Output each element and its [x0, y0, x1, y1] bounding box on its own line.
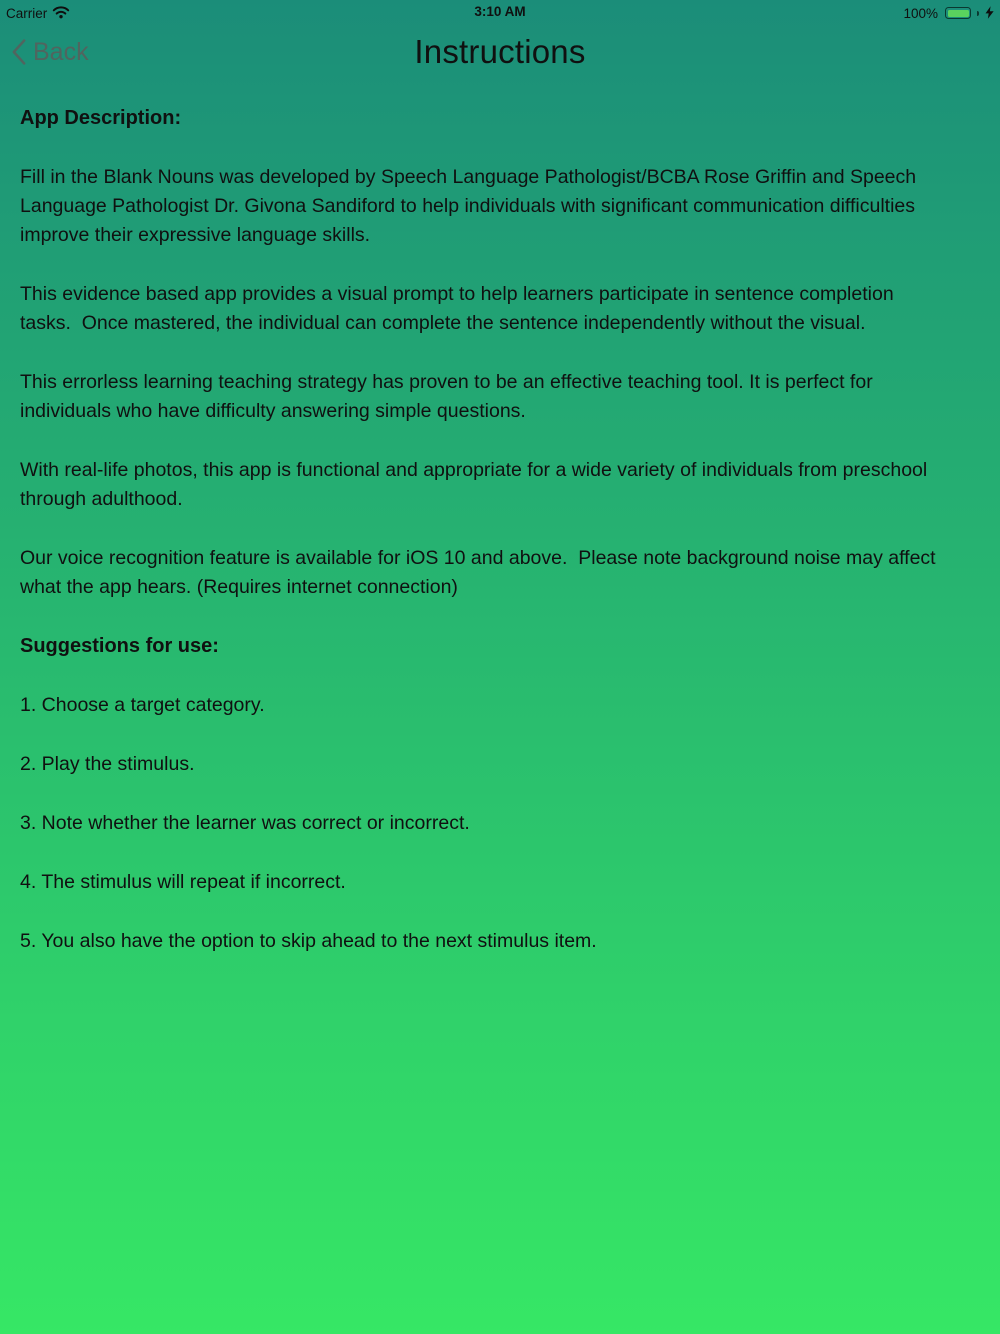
- status-bar: [0, 0, 1000, 24]
- step-item: 1. Choose a target category.: [20, 694, 265, 716]
- page-title: Instructions: [414, 33, 586, 70]
- status-time: 3:10 AM: [474, 4, 526, 19]
- suggestions-heading: Suggestions for use:: [20, 635, 219, 657]
- step-item: 4. The stimulus will repeat if incorrect.: [20, 871, 346, 893]
- back-button-label: Back: [33, 37, 89, 66]
- chevron-left-icon: [12, 39, 26, 65]
- battery-icon: [945, 7, 971, 19]
- nav-bar: [0, 24, 1000, 80]
- status-left: [6, 4, 70, 22]
- battery-nub: [977, 11, 979, 16]
- description-paragraph: With real-life photos, this app is functional and appropriate for a wide variety of individuals from preschool through adulthood.: [20, 459, 933, 510]
- battery-percent-label: 100%: [903, 5, 938, 21]
- app-description-heading: App Description:: [20, 107, 182, 129]
- step-item: 2. Play the stimulus.: [20, 753, 195, 775]
- lightning-bolt-icon: [985, 6, 994, 22]
- battery-fill: [948, 10, 969, 17]
- description-paragraph: This errorless learning teaching strategy has proven to be an effective teaching tool. It is perfect for individuals who have difficulty answering simple questions.: [20, 371, 879, 422]
- wifi-icon: [52, 5, 70, 22]
- back-button[interactable]: [12, 24, 89, 80]
- description-paragraph: Fill in the Blank Nouns was developed by Speech Language Pathologist/BCBA Rose Griffin and Speech Language Pathologist Dr. Givona Sandiford to help individuals with significant communication difficulties improve their expressive language skills.: [20, 166, 922, 246]
- status-right: [903, 5, 994, 22]
- suggestion-steps: [20, 691, 945, 956]
- instructions-content: [0, 80, 1000, 956]
- step-item: 3. Note whether the learner was correct or incorrect.: [20, 812, 470, 834]
- description-paragraph: Our voice recognition feature is available for iOS 10 and above. Please note background noise may affect what the app hears. (Requires internet connection): [20, 547, 942, 598]
- step-item: 5. You also have the option to skip ahead to the next stimulus item.: [20, 930, 597, 952]
- description-paragraph: This evidence based app provides a visual prompt to help learners participate in sentence completion tasks. Once mastered, the individual can complete the sentence independently without the visual.: [20, 283, 900, 334]
- carrier-label: Carrier: [6, 5, 48, 21]
